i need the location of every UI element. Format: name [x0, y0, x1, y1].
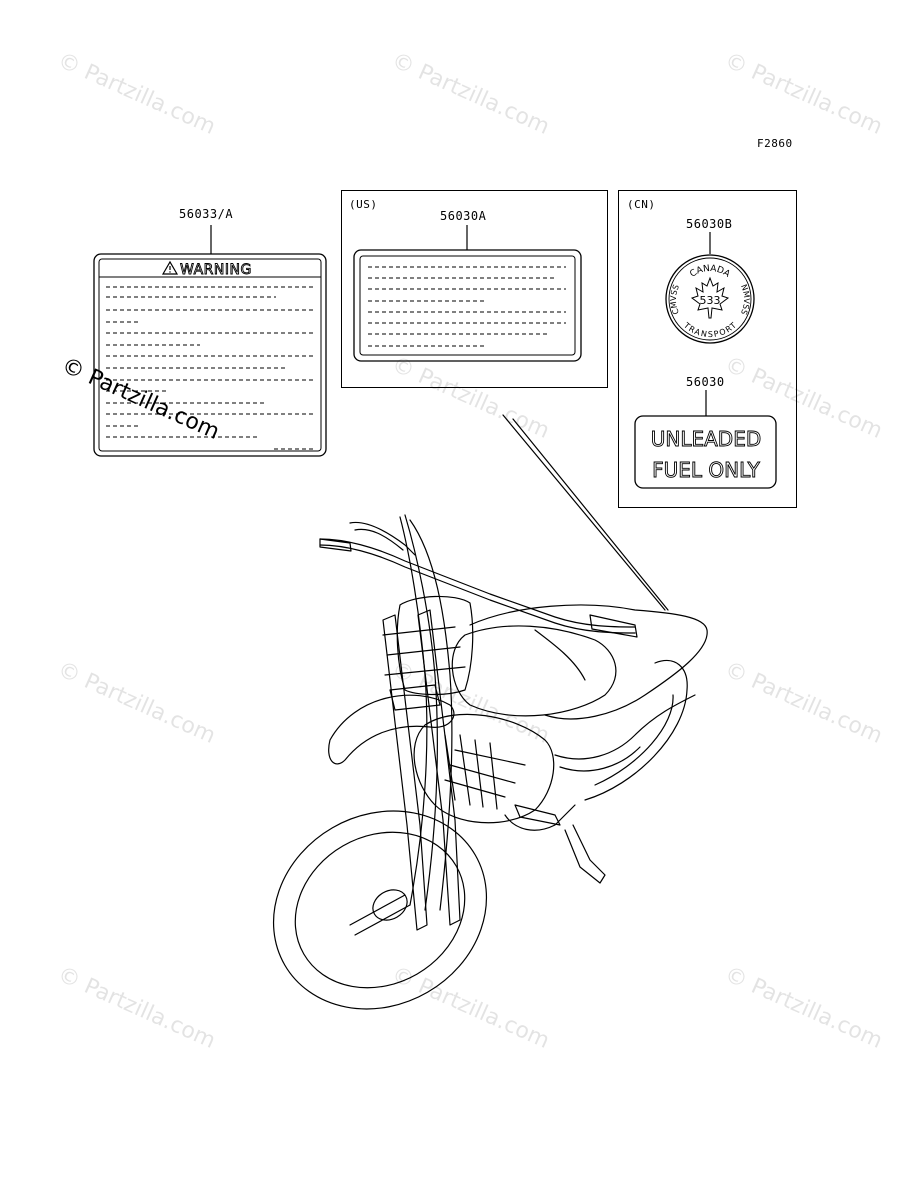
exhaust-pipe: [555, 695, 695, 759]
front-hub: [367, 884, 412, 926]
cmvss-badge-diagram: [660, 232, 760, 357]
watermark: © Partzilla.com: [53, 657, 220, 749]
warning-heading: WARNING: [180, 262, 252, 278]
part-number-56033a: 56033/A: [179, 207, 234, 221]
cable: [410, 520, 452, 910]
watermark: © Partzilla.com: [387, 352, 554, 444]
watermark-dark: © Partzilla.com: [57, 353, 224, 445]
front-tire: [255, 773, 523, 1015]
part-number-56030a: 56030A: [440, 209, 487, 223]
watermark: © Partzilla.com: [387, 48, 554, 140]
cmvss-number: 533: [699, 294, 721, 307]
motorcycle-diagram: [255, 405, 720, 1015]
cmvss-right-text: NMVSS: [738, 283, 752, 316]
part-number-56030: 56030: [686, 375, 725, 389]
watermark: © Partzilla.com: [720, 48, 887, 140]
leader-line: [503, 415, 665, 610]
kickstand: [565, 825, 605, 883]
warning-triangle-icon: [163, 262, 177, 274]
cmvss-left-text: CMVSS: [668, 283, 681, 316]
seat: [470, 605, 707, 719]
front-fork: [383, 615, 427, 930]
region-label-us: (US): [349, 198, 378, 211]
region-label-cn: (CN): [627, 198, 656, 211]
watermark: © Partzilla.com: [53, 962, 220, 1054]
figure-code: F2860: [757, 137, 793, 150]
cable: [400, 517, 427, 905]
watermark: © Partzilla.com: [387, 962, 554, 1054]
rear-wheel: [585, 661, 687, 800]
watermark: © Partzilla.com: [387, 657, 554, 749]
watermark: © Partzilla.com: [720, 352, 887, 444]
cmvss-top-text: CANADA: [688, 263, 732, 280]
watermark: © Partzilla.com: [720, 657, 887, 749]
fuel-tank: [452, 626, 616, 716]
watermark: © Partzilla.com: [53, 48, 220, 140]
watermark: © Partzilla.com: [720, 962, 887, 1054]
fuel-label-line1: UNLEADED: [650, 427, 762, 451]
part-number-56030b: 56030B: [686, 217, 733, 231]
fuel-label-line2: FUEL ONLY: [652, 458, 760, 482]
us-label-diagram: [350, 225, 585, 365]
leader-line: [513, 419, 668, 610]
cmvss-bottom-text: TRANSPORT: [681, 320, 739, 340]
